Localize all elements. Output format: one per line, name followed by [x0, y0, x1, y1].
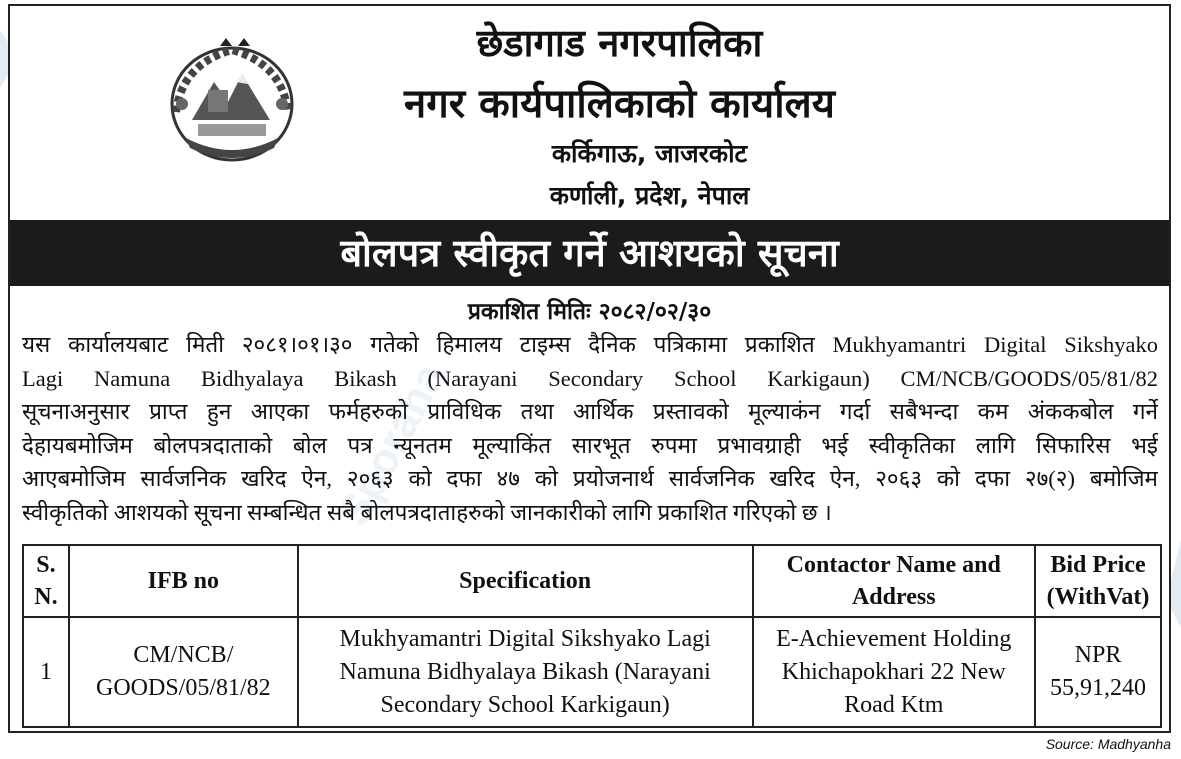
watermark-text: Sporaha — [328, 355, 455, 534]
col-header-ifb: IFB no — [69, 545, 298, 617]
table-row — [23, 617, 1161, 727]
source-credit: Source: Madhyanha — [1045, 736, 1171, 752]
cell-bid-price: NPR 55,91,240 — [1035, 617, 1161, 727]
award-table — [22, 544, 1162, 728]
body-line: देहायबमोजिम बोलपत्रदाताको बोल पत्र न्यूनतम मूल्याकिंत सारभूत रुपमा प्रभावग्राही भई स्वीकृतिका लागि सिफारिस भई — [22, 432, 1158, 458]
body-line: आएबमोजिम सार्वजनिक खरिद ऐन, २०६३ को दफा ४७ को प्रयोजनार्थ सार्वजनिक खरिद ऐन, २०६३ को दफा २७(२) बमोजिम — [22, 466, 1158, 492]
table-header-row — [23, 545, 1161, 617]
notice-title-bar — [10, 220, 1169, 286]
published-date: प्रकाशित मितिः २०८२/०२/३० — [467, 299, 712, 325]
office-province: कर्णाली, प्रदेश, नेपाल — [549, 181, 750, 210]
body-line: सूचनाअनुसार प्राप्त हुन आएका फर्महरुको प्राविधिक तथा आर्थिक प्रस्तावको मूल्याकंन गर्दा सबैभन्दा कम अंककबोल गर्ने — [22, 399, 1158, 425]
office-name: नगर कार्यपालिकाको कार्यालय — [404, 81, 835, 127]
cell-contractor: E-Achievement Holding Khichapokhari 22 New Road Ktm — [753, 617, 1035, 727]
cell-ifb: CM/NCB/ GOODS/05/81/82 — [69, 617, 298, 727]
col-header-bid-price: Bid Price (WithVat) — [1035, 545, 1161, 617]
col-header-sn: S. N. — [23, 545, 69, 617]
body-line: यस कार्यालयबाट मिती २०८१।०१।३० गतेको हिमालय टाइम्स दैनिक पत्रिकामा प्रकाशित Mukhyamantri Digital Sikshyako — [22, 332, 1158, 357]
col-header-specification: Specification — [298, 545, 753, 617]
notice-frame — [8, 4, 1171, 733]
body-line: Lagi Namuna Bidhyalaya Bikash (Narayani Secondary School Karkigaun) CM/NCB/GOODS/05/81/82 — [22, 365, 1158, 391]
notice-header — [10, 6, 1169, 220]
notice-body — [22, 328, 1158, 530]
municipality-name: छेडागाड नगरपालिका — [476, 21, 763, 65]
office-location: कर्किगाऊ, जाजरकोट — [551, 139, 748, 168]
cell-sn: 1 — [23, 617, 69, 727]
notice-title: बोलपत्र स्वीकृत गर्ने आशयको सूचना — [340, 231, 839, 275]
cell-specification: Mukhyamantri Digital Sikshyako Lagi Namuna Bidhyalaya Bikash (Narayani Secondary School Karkigaun) — [298, 617, 753, 727]
body-line: स्वीकृतिको आशयको सूचना सम्बन्धित सबै बोलपत्रदाताहरुको जानकारीको लागि प्रकाशित गरिएको छ । — [22, 499, 832, 525]
col-header-contractor: Contactor Name and Address — [753, 545, 1035, 617]
